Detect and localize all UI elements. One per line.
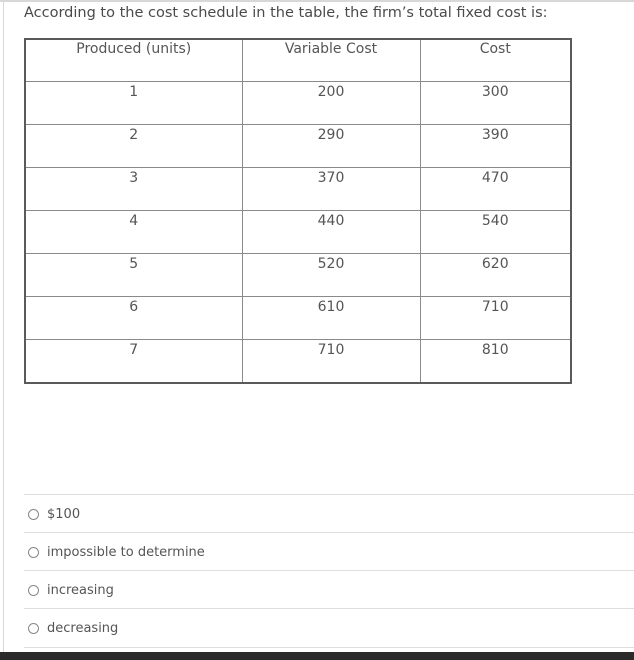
answer-option-label[interactable]: increasing bbox=[47, 582, 114, 598]
answer-option-3[interactable] bbox=[24, 570, 634, 609]
cell-variable-cost: 520 bbox=[242, 254, 420, 297]
answer-option-label[interactable]: impossible to determine bbox=[47, 544, 205, 560]
answer-option-label[interactable]: decreasing bbox=[47, 620, 119, 636]
frame-left-border bbox=[3, 0, 4, 660]
table-row bbox=[25, 297, 571, 340]
cell-units: 3 bbox=[25, 168, 242, 211]
cell-variable-cost: 290 bbox=[242, 125, 420, 168]
table-header-row bbox=[25, 39, 571, 82]
radio-icon[interactable] bbox=[28, 547, 39, 558]
cell-cost: 470 bbox=[420, 168, 571, 211]
table-row bbox=[25, 82, 571, 125]
cell-cost: 390 bbox=[420, 125, 571, 168]
radio-icon[interactable] bbox=[28, 623, 39, 634]
cell-units: 5 bbox=[25, 254, 242, 297]
radio-icon[interactable] bbox=[28, 585, 39, 596]
table-row bbox=[25, 211, 571, 254]
cell-cost: 540 bbox=[420, 211, 571, 254]
cell-variable-cost: 370 bbox=[242, 168, 420, 211]
answer-option-label[interactable]: $100 bbox=[47, 506, 81, 522]
question-text: According to the cost schedule in the table, the firm’s total fixed cost is: bbox=[24, 5, 548, 21]
cell-cost: 710 bbox=[420, 297, 571, 340]
cell-units: 1 bbox=[25, 82, 242, 125]
cell-units: 4 bbox=[25, 211, 242, 254]
cell-variable-cost: 610 bbox=[242, 297, 420, 340]
table-row bbox=[25, 125, 571, 168]
cell-cost: 810 bbox=[420, 340, 571, 384]
radio-icon[interactable] bbox=[28, 509, 39, 520]
table-row bbox=[25, 168, 571, 211]
table-row bbox=[25, 254, 571, 297]
answer-option-2[interactable] bbox=[24, 532, 634, 571]
cell-variable-cost: 200 bbox=[242, 82, 420, 125]
cell-variable-cost: 440 bbox=[242, 211, 420, 254]
bottom-toolbar-strip bbox=[0, 652, 634, 660]
frame-top-border bbox=[0, 0, 634, 2]
header-cost: Cost bbox=[420, 39, 571, 82]
cell-variable-cost: 710 bbox=[242, 340, 420, 384]
header-variable-cost: Variable Cost bbox=[242, 39, 420, 82]
cell-units: 6 bbox=[25, 297, 242, 340]
cell-units: 2 bbox=[25, 125, 242, 168]
cell-cost: 620 bbox=[420, 254, 571, 297]
table-row bbox=[25, 340, 571, 384]
options-bottom-divider bbox=[24, 647, 634, 648]
header-produced-units: Produced (units) bbox=[25, 39, 242, 82]
answer-option-4[interactable] bbox=[24, 608, 634, 647]
answer-option-1[interactable] bbox=[24, 494, 634, 533]
cell-cost: 300 bbox=[420, 82, 571, 125]
cost-schedule-table bbox=[24, 38, 572, 384]
cell-units: 7 bbox=[25, 340, 242, 384]
